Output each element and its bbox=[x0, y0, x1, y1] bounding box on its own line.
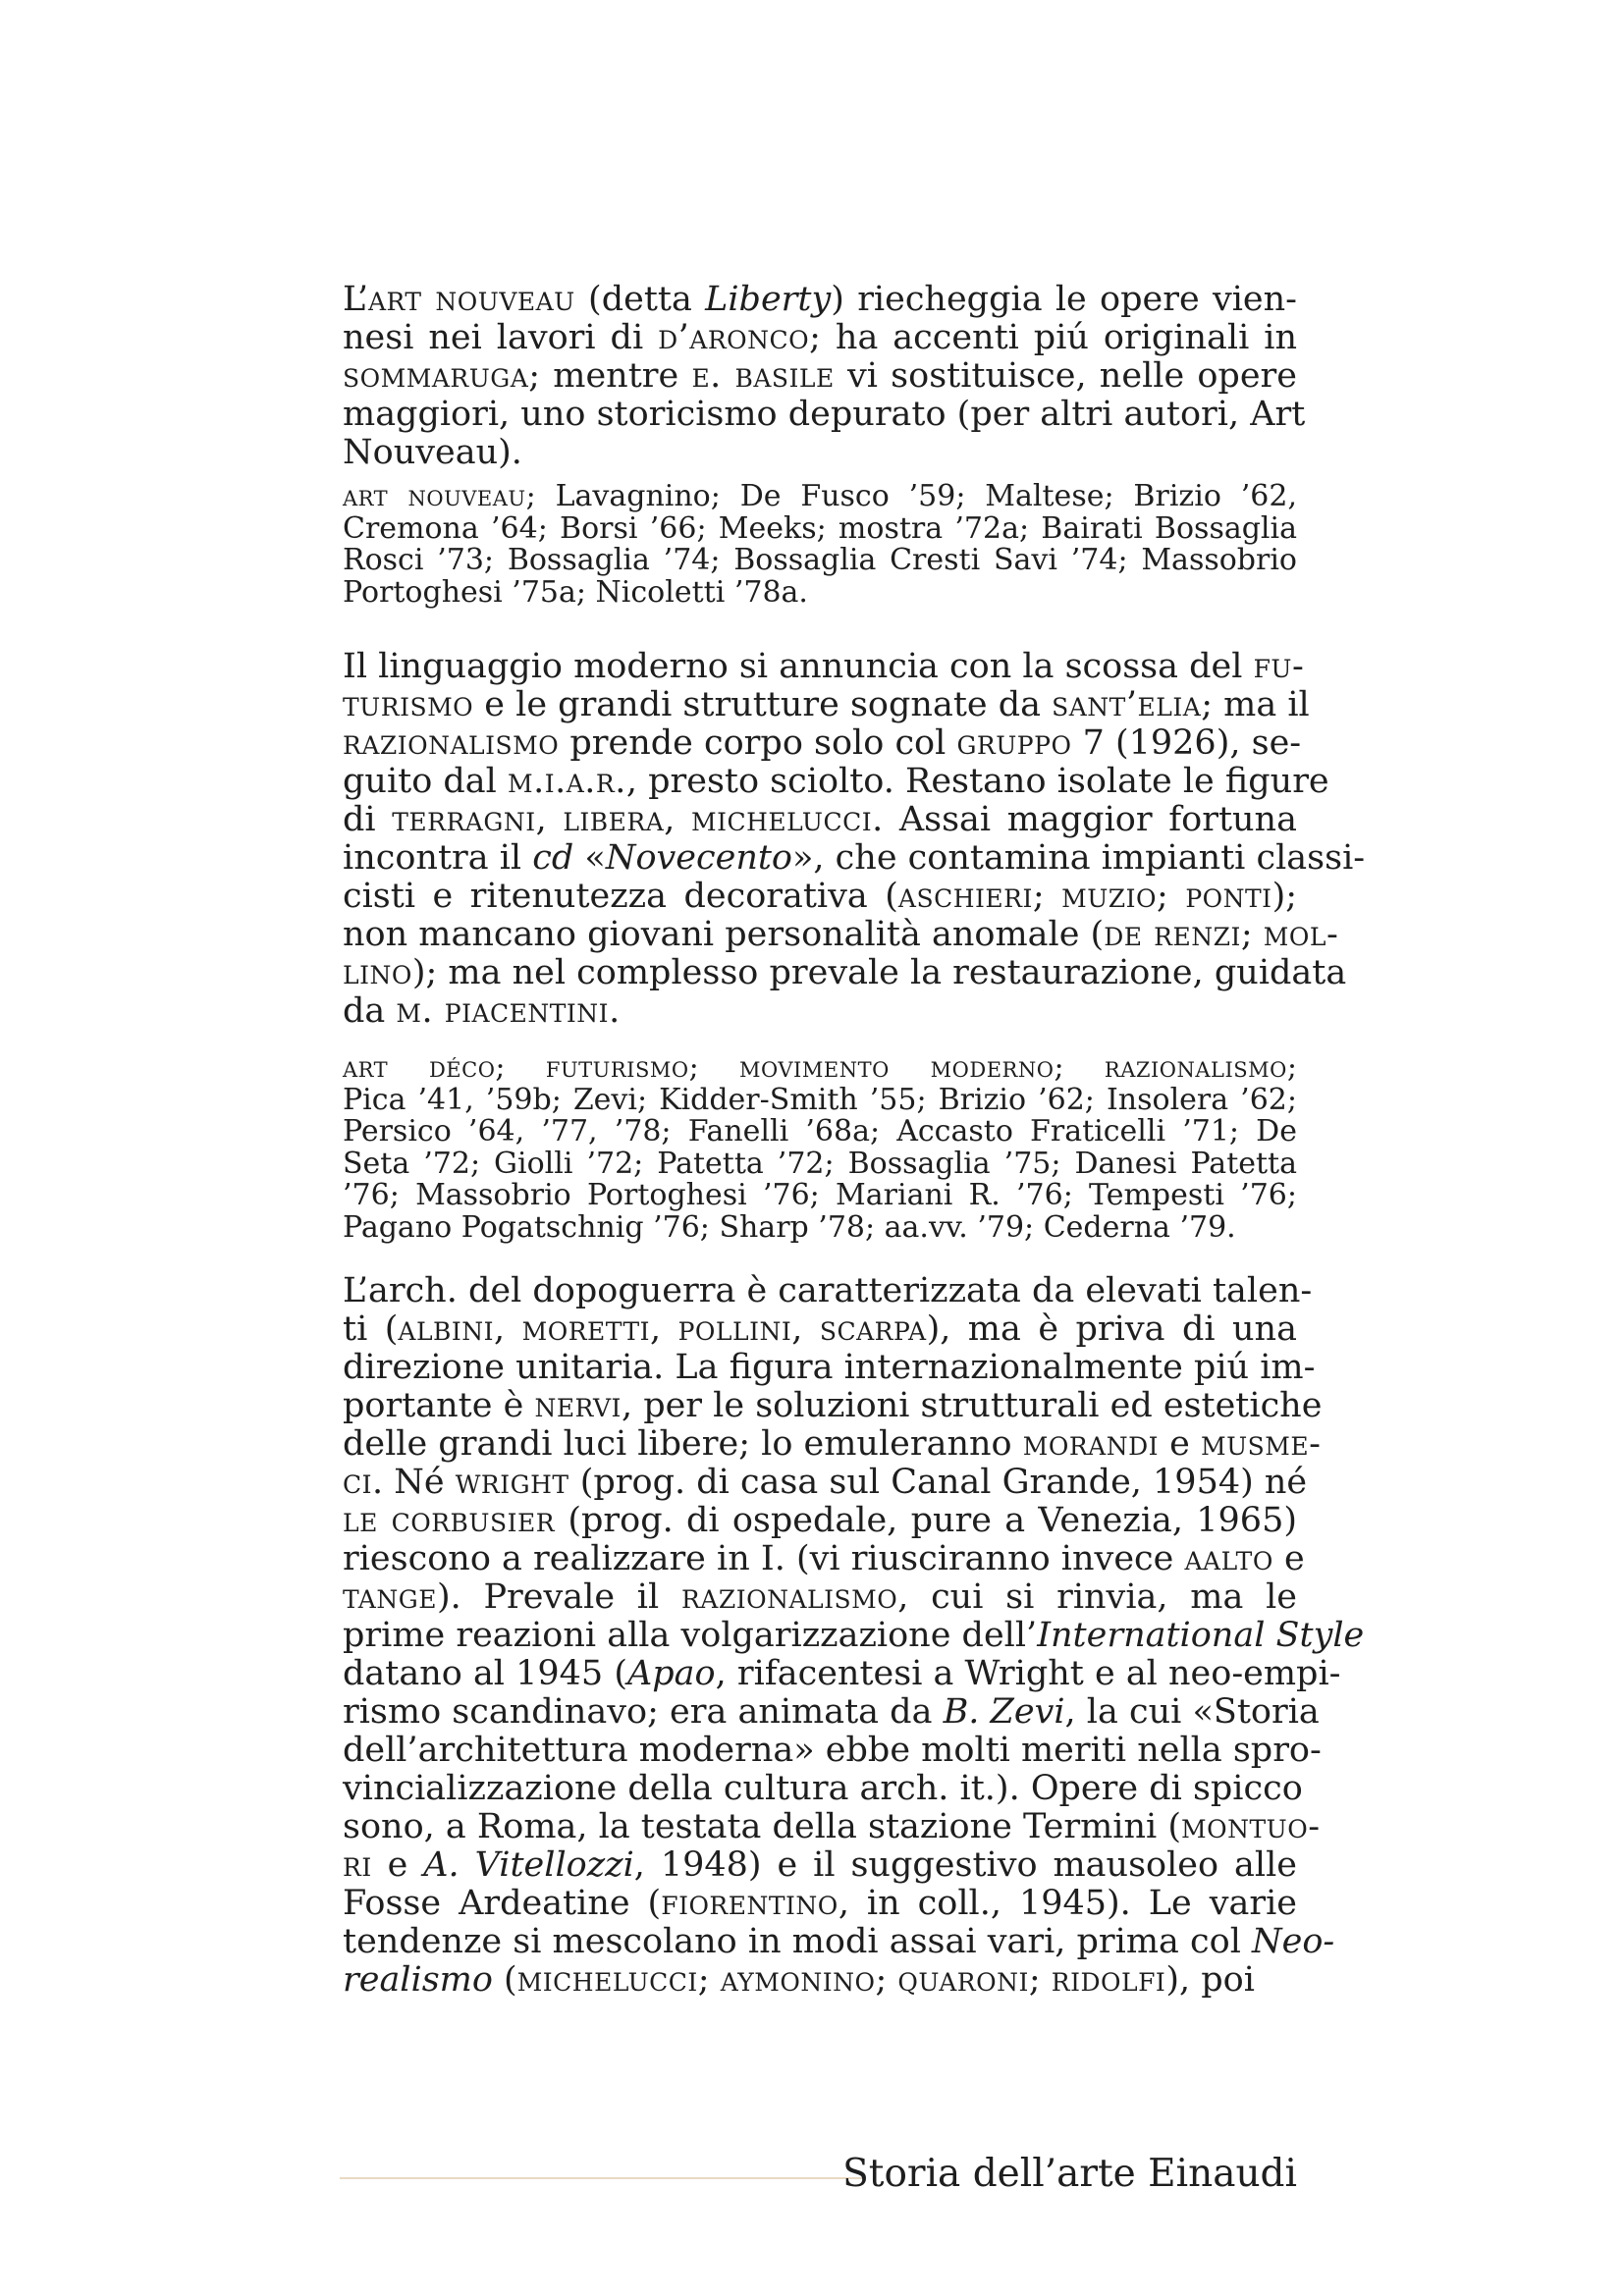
text-line: dell’architettura moderna» ebbe molti meriti nella spro- bbox=[343, 1731, 1322, 1770]
small-caps-name: tange bbox=[343, 1577, 437, 1617]
small-caps-name: razionalismo bbox=[680, 1577, 898, 1617]
italic-text: B. Zevi bbox=[943, 1692, 1065, 1732]
bibliography-art-nouveau bbox=[343, 481, 1297, 609]
small-caps-name: m. piacentini bbox=[396, 991, 610, 1031]
text-line: realismo (michelucci; aymonino; quaroni; ridolfi), poi bbox=[343, 1960, 1255, 2000]
small-caps-name: aymonino bbox=[720, 1960, 876, 2000]
text-line: ’76; Massobrio Portoghesi ’76; Mariani R. ’76; Tempesti ’76; bbox=[343, 1178, 1297, 1212]
small-caps-name: m.i.a.r. bbox=[508, 762, 626, 801]
small-caps-name: ri bbox=[343, 1845, 372, 1885]
text-line: portante è nervi, per le soluzioni strutturali ed estetiche bbox=[343, 1386, 1323, 1425]
small-caps-name: d’aronco bbox=[658, 318, 810, 357]
small-caps-name: turismo bbox=[343, 685, 474, 724]
small-caps-name: pollini bbox=[677, 1309, 792, 1349]
small-caps-name: gruppo bbox=[956, 723, 1072, 763]
small-caps-name: wright bbox=[455, 1463, 569, 1502]
text-line: Portoghesi ’75a; Nicoletti ’78a. bbox=[343, 574, 808, 610]
paragraph-postwar-architecture bbox=[343, 1271, 1365, 2000]
small-caps-name: michelucci bbox=[691, 800, 873, 839]
text-line: incontra il cd «Novecento», che contamina impianti classi- bbox=[343, 838, 1366, 878]
text-line: L’art nouveau (detta Liberty) riecheggia le opere vien- bbox=[343, 280, 1298, 319]
text-line: Seta ’72; Giolli ’72; Patetta ’72; Bossaglia ’75; Danesi Patetta bbox=[343, 1146, 1297, 1181]
text-line: ti (albini, moretti, pollini, scarpa), ma è priva di una bbox=[343, 1309, 1297, 1349]
small-caps-name: scarpa bbox=[819, 1309, 927, 1349]
small-caps-name: e. basile bbox=[691, 356, 835, 396]
small-caps-name: sommaruga bbox=[343, 356, 529, 396]
small-caps-name: fiorentino bbox=[661, 1884, 839, 1923]
small-caps-name: muzio bbox=[1061, 877, 1158, 916]
small-caps-name: terragni bbox=[392, 800, 536, 839]
italic-text: International Style bbox=[1037, 1616, 1365, 1655]
small-caps-name: art nouveau bbox=[367, 280, 575, 319]
italic-text: A. Vitellozzi bbox=[423, 1845, 634, 1885]
text-line: art nouveau; Lavagnino; De Fusco ’59; Maltese; Brizio ’62, bbox=[343, 479, 1297, 513]
italic-text: Apao bbox=[626, 1654, 716, 1693]
bibliography-modern-movement bbox=[343, 1052, 1297, 1244]
small-caps-name: futurismo bbox=[545, 1050, 689, 1085]
text-line: sommaruga; mentre e. basile vi sostituisce, nelle opere bbox=[343, 356, 1297, 396]
text-line: le corbusier (prog. di ospedale, pure a Venezia, 1965) bbox=[343, 1501, 1297, 1540]
text-line: razionalismo prende corpo solo col gruppo 7 (1926), se- bbox=[343, 723, 1302, 763]
text-line: tendenze si mescolano in modi assai vari, prima col Neo- bbox=[343, 1922, 1335, 1961]
text-line: maggiori, uno storicismo depurato (per altri autori, Art bbox=[343, 395, 1306, 434]
text-line: riescono a realizzare in I. (vi riusciranno invece aalto e bbox=[343, 1539, 1305, 1578]
small-caps-name: razionalismo bbox=[1104, 1050, 1287, 1085]
small-caps-name: art nouveau bbox=[343, 479, 526, 513]
small-caps-name: aalto bbox=[1184, 1539, 1273, 1578]
small-caps-name: ci bbox=[343, 1463, 373, 1502]
italic-text: Novecento bbox=[605, 838, 793, 878]
small-caps-name: albini bbox=[398, 1309, 495, 1349]
small-caps-name: de renzi bbox=[1104, 915, 1241, 954]
italic-text: Neo- bbox=[1252, 1922, 1335, 1961]
italic-text: realismo bbox=[343, 1960, 493, 2000]
small-caps-name: fu- bbox=[1253, 647, 1305, 686]
small-caps-name: nervi bbox=[534, 1386, 622, 1425]
small-caps-name: michelucci bbox=[516, 1960, 698, 2000]
small-caps-name: montuo- bbox=[1180, 1807, 1321, 1846]
text-line: Pica ’41, ’59b; Zevi; Kidder-Smith ’55; Brizio ’62; Insolera ’62; bbox=[343, 1082, 1297, 1117]
text-line: prime reazioni alla volgarizzazione dell’International Style bbox=[343, 1616, 1365, 1655]
small-caps-name: aschieri bbox=[897, 877, 1033, 916]
text-line: datano al 1945 (Apao, rifacentesi a Wright e al neo-empi- bbox=[343, 1654, 1341, 1693]
small-caps-name: lino bbox=[343, 953, 412, 992]
text-line: lino); ma nel complesso prevale la restaurazione, guidata bbox=[343, 953, 1347, 992]
small-caps-name: ponti bbox=[1185, 877, 1272, 916]
text-line: di terragni, libera, michelucci. Assai maggior fortuna bbox=[343, 800, 1297, 839]
text-line: rismo scandinavo; era animata da B. Zevi, la cui «Storia bbox=[343, 1692, 1320, 1732]
text-line: da m. piacentini. bbox=[343, 991, 621, 1031]
text-line: sono, a Roma, la testata della stazione Termini (montuo- bbox=[343, 1807, 1321, 1846]
small-caps-name: morandi bbox=[1022, 1424, 1160, 1464]
text-line: Persico ’64, ’77, ’78; Fanelli ’68a; Accasto Fraticelli ’71; De bbox=[343, 1114, 1297, 1148]
text-line: art déco; futurismo; movimento moderno; razionalismo; bbox=[343, 1050, 1297, 1085]
text-line: nesi nei lavori di d’aronco; ha accenti piú originali in bbox=[343, 318, 1297, 357]
small-caps-name: art déco bbox=[343, 1050, 496, 1085]
small-caps-name: ridolfi bbox=[1051, 1960, 1166, 2000]
footer-rule bbox=[340, 2177, 862, 2179]
paragraph-modern-language bbox=[343, 647, 1366, 1031]
text-line: turismo e le grandi strutture sognate da sant’elia; ma il bbox=[343, 685, 1310, 724]
text-line: guito dal m.i.a.r., presto sciolto. Restano isolate le figure bbox=[343, 762, 1329, 801]
italic-text: cd bbox=[532, 838, 574, 878]
paragraph-art-nouveau bbox=[343, 280, 1306, 472]
text-line: cisti e ritenutezza decorativa (aschieri; muzio; ponti); bbox=[343, 877, 1298, 916]
text-line: Nouveau). bbox=[343, 433, 522, 472]
small-caps-name: libera bbox=[563, 800, 665, 839]
italic-text: Liberty bbox=[705, 280, 832, 319]
small-caps-name: sant’elia bbox=[1052, 685, 1202, 724]
text-line: Fosse Ardeatine (fiorentino, in coll., 1945). Le varie bbox=[343, 1884, 1297, 1923]
text-line: L’arch. del dopoguerra è caratterizzata da elevati talen- bbox=[343, 1271, 1313, 1310]
small-caps-name: movimento moderno bbox=[739, 1050, 1055, 1085]
text-line: Il linguaggio moderno si annuncia con la scossa del fu- bbox=[343, 647, 1305, 686]
text-line: Rosci ’73; Bossaglia ’74; Bossaglia Cresti Savi ’74; Massobrio bbox=[343, 543, 1297, 577]
small-caps-name: razionalismo bbox=[343, 723, 560, 763]
text-line: ri e A. Vitellozzi, 1948) e il suggestivo mausoleo alle bbox=[343, 1845, 1297, 1885]
small-caps-name: mol- bbox=[1263, 915, 1339, 954]
text-line: non mancano giovani personalità anomale (de renzi; mol- bbox=[343, 915, 1339, 954]
small-caps-name: le corbusier bbox=[343, 1501, 556, 1540]
text-line: direzione unitaria. La figura internazionalmente piú im- bbox=[343, 1348, 1316, 1387]
text-line: tange). Prevale il razionalismo, cui si rinvia, ma le bbox=[343, 1577, 1297, 1617]
text-line: delle grandi luci libere; lo emuleranno morandi e musme- bbox=[343, 1424, 1322, 1464]
small-caps-name: moretti bbox=[521, 1309, 650, 1349]
footer-title: Storia dell’arte Einaudi bbox=[842, 2152, 1297, 2196]
text-line: Cremona ’64; Borsi ’66; Meeks; mostra ’72a; Bairati Bossaglia bbox=[343, 510, 1297, 546]
text-line: vincializzazione della cultura arch. it.). Opere di spicco bbox=[343, 1769, 1303, 1808]
small-caps-name: musme- bbox=[1201, 1424, 1322, 1464]
text-line: Pagano Pogatschnig ’76; Sharp ’78; aa.vv. ’79; Cederna ’79. bbox=[343, 1209, 1236, 1245]
small-caps-name: quaroni bbox=[897, 1960, 1029, 2000]
text-line: ci. Né wright (prog. di casa sul Canal Grande, 1954) né bbox=[343, 1463, 1308, 1502]
